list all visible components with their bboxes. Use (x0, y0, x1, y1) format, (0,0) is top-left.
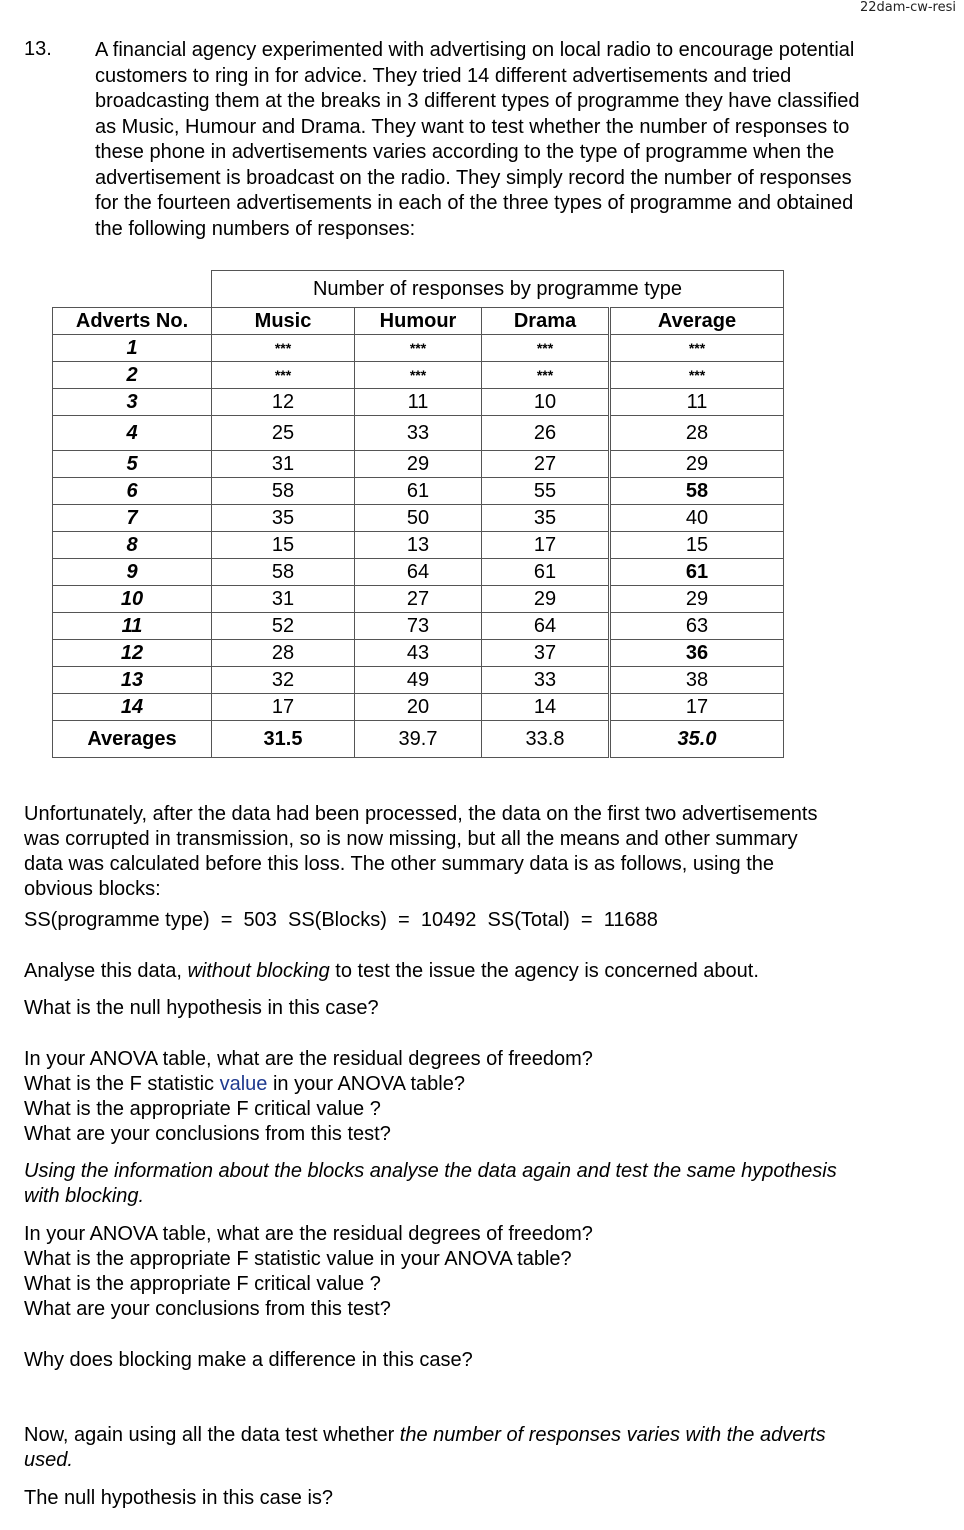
table-row (53, 613, 784, 640)
humour-value: 20 (355, 694, 482, 721)
table-row (53, 505, 784, 532)
drama-value: 27 (482, 451, 610, 478)
humour-value: 49 (355, 667, 482, 694)
advert-number: 6 (53, 478, 212, 505)
music-value: *** (212, 362, 355, 389)
music-value: 52 (212, 613, 355, 640)
drama-value: 37 (482, 640, 610, 667)
average-value: 61 (610, 559, 784, 586)
humour-value: 64 (355, 559, 482, 586)
question-line: What are your conclusions from this test? (24, 1123, 391, 1145)
analyse-text-end: to test the issue the agency is concerned about. (329, 960, 759, 982)
averages-label: Averages (53, 721, 212, 758)
question-line: What is the appropriate F statistic value in your ANOVA table? (24, 1248, 572, 1270)
average-value: 40 (610, 505, 784, 532)
paragraph-line: was corrupted in transmission, so is now missing, but all the means and other summary (24, 828, 798, 850)
humour-average: 39.7 (355, 721, 482, 758)
table-row (53, 362, 784, 389)
null-hypothesis-question-2: The null hypothesis in this case is? (24, 1487, 334, 1509)
average-value: 29 (610, 451, 784, 478)
average-value: 29 (610, 586, 784, 613)
advert-number: 5 (53, 451, 212, 478)
intro-line: for the fourteen advertisements in each of the three types of programme and obtained (95, 192, 854, 214)
humour-value: 29 (355, 451, 482, 478)
drama-value: 14 (482, 694, 610, 721)
humour-value: 61 (355, 478, 482, 505)
question-line (24, 1072, 934, 1097)
col-header-humour: Humour (355, 308, 482, 335)
question-text: What is the F statistic (24, 1073, 220, 1095)
intro-line: customers to ring in for advice. They tried 14 different advertisements and tried (95, 64, 792, 87)
intro-line: these phone in advertisements varies according to the type of programme when the (95, 141, 835, 163)
summary-statistics: SS(programme type) = 503 SS(Blocks) = 10492 SS(Total) = 11688 (24, 909, 658, 931)
humour-value: 73 (355, 613, 482, 640)
drama-value: 26 (482, 416, 610, 451)
average-value: 17 (610, 694, 784, 721)
average-value: 15 (610, 532, 784, 559)
instruction-line: with blocking. (24, 1185, 145, 1207)
document-id-label: 22dam-cw-resi (859, 0, 956, 15)
table-row (53, 478, 784, 505)
advert-number: 1 (53, 335, 212, 362)
average-value: *** (610, 335, 784, 362)
music-value: 28 (212, 640, 355, 667)
table-row (53, 586, 784, 613)
humour-value: *** (355, 362, 482, 389)
overall-average: 35.0 (610, 721, 784, 758)
question-number: 13. (24, 38, 52, 60)
drama-value: 17 (482, 532, 610, 559)
table-row (53, 640, 784, 667)
table-header-row (53, 308, 784, 335)
humour-value: *** (355, 335, 482, 362)
average-value: 11 (610, 389, 784, 416)
table-corner-cell (53, 271, 212, 308)
intro-line: advertisement is broadcast on the radio. They simply record the number of responses (95, 166, 852, 189)
question-line: What is the appropriate F critical value ? (24, 1098, 381, 1120)
intro-line: the following numbers of responses: (95, 217, 416, 240)
average-value: 63 (610, 613, 784, 640)
null-hypothesis-question: What is the null hypothesis in this case? (24, 997, 379, 1019)
humour-value: 33 (355, 416, 482, 451)
instruction-text: Now, again using all the data test whether (24, 1424, 400, 1446)
question-text-end: in your ANOVA table? (267, 1073, 465, 1095)
paragraph-line: data was calculated before this loss. The other summary data is as follows, using the (24, 853, 775, 875)
humour-value: 11 (355, 389, 482, 416)
col-header-drama: Drama (482, 308, 610, 335)
average-value: 36 (610, 640, 784, 667)
advert-number: 2 (53, 362, 212, 389)
advert-number: 11 (53, 613, 212, 640)
question-line: In your ANOVA table, what are the residual degrees of freedom? (24, 1223, 593, 1245)
humour-value: 13 (355, 532, 482, 559)
paragraph-line: Unfortunately, after the data had been processed, the data on the first two advertisements (24, 803, 818, 825)
drama-value: 29 (482, 586, 610, 613)
drama-average: 33.8 (482, 721, 610, 758)
music-value: 31 (212, 451, 355, 478)
advert-number: 10 (53, 586, 212, 613)
why-blocking-question: Why does blocking make a difference in this case? (24, 1349, 473, 1371)
col-header-music: Music (212, 308, 355, 335)
advert-number: 4 (53, 416, 212, 451)
table-row (53, 335, 784, 362)
instruction-emphasis: the number of responses varies with the adverts (399, 1424, 826, 1446)
advert-number: 14 (53, 694, 212, 721)
question-intro (95, 38, 945, 242)
drama-value: *** (482, 335, 610, 362)
responses-table (52, 270, 784, 758)
missing-data-paragraph (24, 802, 934, 902)
drama-value: 33 (482, 667, 610, 694)
drama-value: 64 (482, 613, 610, 640)
music-value: 58 (212, 478, 355, 505)
table-row (53, 389, 784, 416)
instruction-line: Using the information about the blocks analyse the data again and test the same hypothesis (24, 1160, 837, 1182)
adverts-instruction (24, 1423, 934, 1473)
average-value: 38 (610, 667, 784, 694)
advert-number: 12 (53, 640, 212, 667)
table-averages-row (53, 721, 784, 758)
intro-line: as Music, Humour and Drama. They want to test whether the number of responses to (95, 115, 850, 138)
instruction-emphasis: used. (24, 1449, 73, 1471)
advert-number: 8 (53, 532, 212, 559)
advert-number: 7 (53, 505, 212, 532)
music-value: 32 (212, 667, 355, 694)
unblocked-questions (24, 1047, 934, 1147)
table-row (53, 694, 784, 721)
blocked-questions (24, 1222, 934, 1322)
music-average: 31.5 (212, 721, 355, 758)
music-value: 31 (212, 586, 355, 613)
col-header-adverts: Adverts No. (53, 308, 212, 335)
analyse-emphasis: without blocking (187, 960, 330, 982)
intro-line: broadcasting them at the breaks in 3 different types of programme they have classified (95, 90, 860, 112)
analyse-instruction (24, 959, 934, 984)
table-row (53, 667, 784, 694)
humour-value: 43 (355, 640, 482, 667)
table-row (53, 416, 784, 451)
drama-value: 10 (482, 389, 610, 416)
question-line: What are your conclusions from this test? (24, 1298, 391, 1320)
instruction-line (24, 1448, 934, 1473)
music-value: 58 (212, 559, 355, 586)
intro-line: A financial agency experimented with advertising on local radio to encourage potential (95, 39, 855, 61)
music-value: 12 (212, 389, 355, 416)
table-group-header-row (53, 271, 784, 308)
group-header: Number of responses by programme type (212, 271, 784, 308)
paragraph-line: obvious blocks: (24, 878, 161, 900)
table-row (53, 451, 784, 478)
average-value: 28 (610, 416, 784, 451)
question-line: In your ANOVA table, what are the residual degrees of freedom? (24, 1048, 593, 1070)
blocking-instruction (24, 1159, 934, 1209)
table-row (53, 559, 784, 586)
table-row (53, 532, 784, 559)
music-value: *** (212, 335, 355, 362)
question-highlight: value (219, 1073, 268, 1095)
music-value: 35 (212, 505, 355, 532)
humour-value: 27 (355, 586, 482, 613)
drama-value: 61 (482, 559, 610, 586)
advert-number: 3 (53, 389, 212, 416)
music-value: 17 (212, 694, 355, 721)
instruction-line (24, 1423, 934, 1448)
advert-number: 13 (53, 667, 212, 694)
drama-value: *** (482, 362, 610, 389)
analyse-text: Analyse this data, (24, 960, 188, 982)
question-line: What is the appropriate F critical value ? (24, 1273, 381, 1295)
average-value: *** (610, 362, 784, 389)
average-value: 58 (610, 478, 784, 505)
humour-value: 50 (355, 505, 482, 532)
drama-value: 55 (482, 478, 610, 505)
drama-value: 35 (482, 505, 610, 532)
col-header-average: Average (610, 308, 784, 335)
music-value: 25 (212, 416, 355, 451)
music-value: 15 (212, 532, 355, 559)
advert-number: 9 (53, 559, 212, 586)
